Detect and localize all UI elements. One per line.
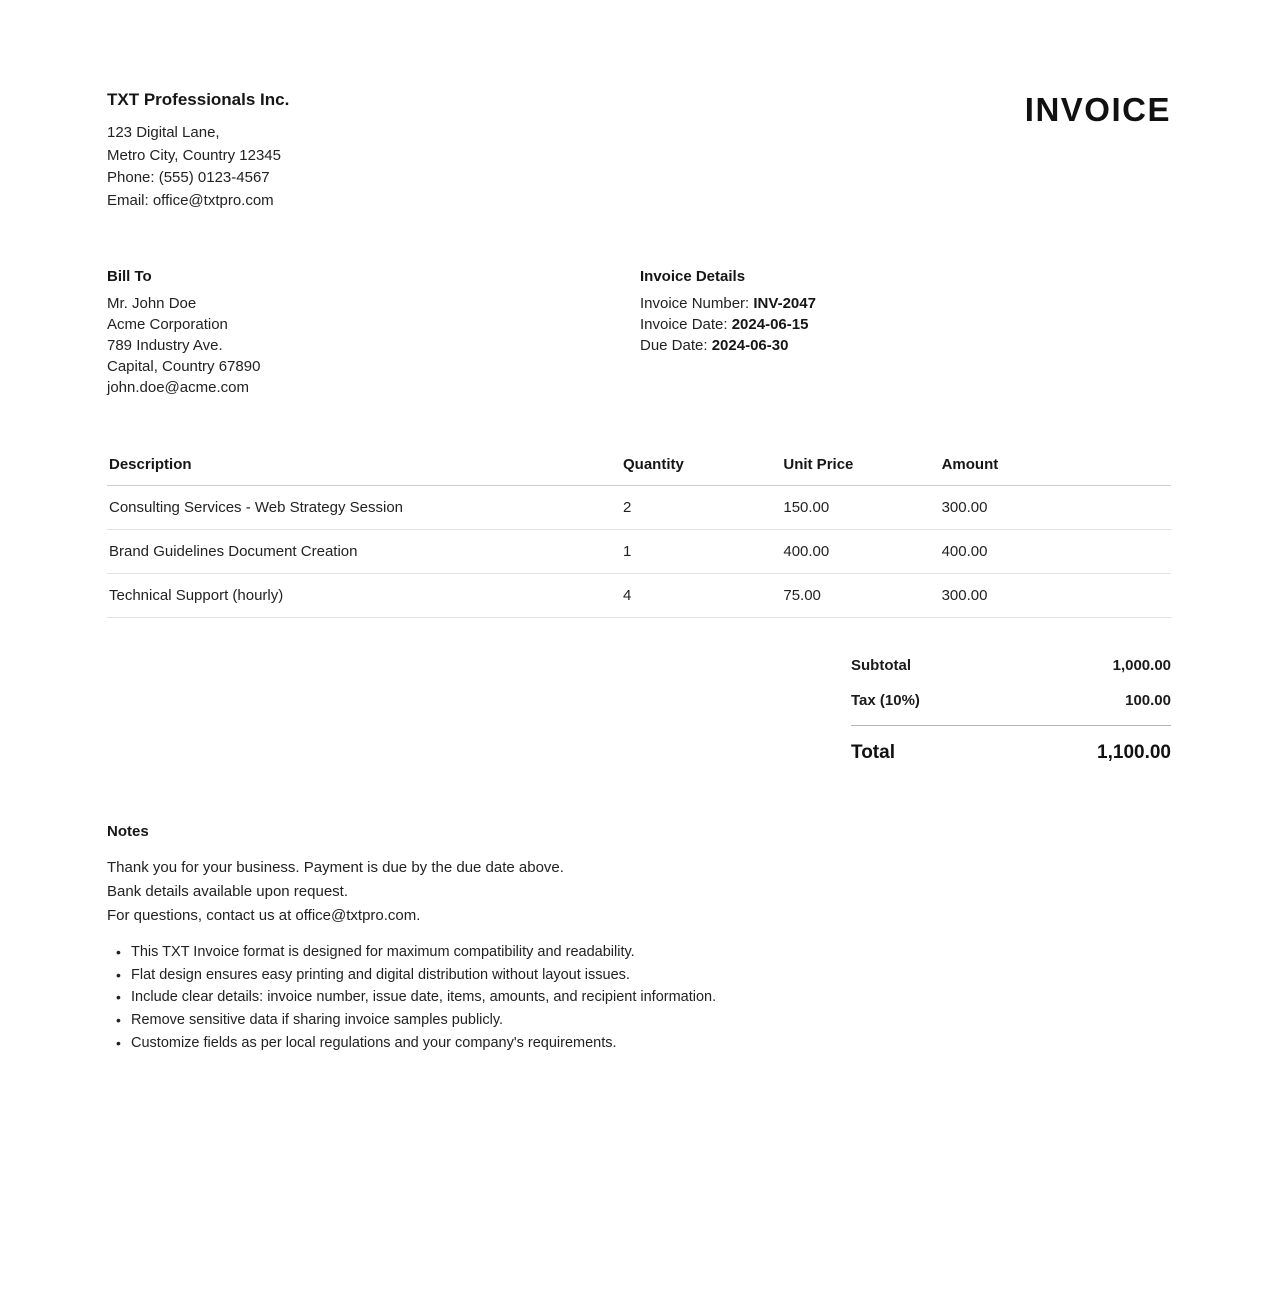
bill-to-block [107,266,640,398]
table-row [107,574,1171,618]
invoice-document [107,0,1171,1055]
table-header-row [107,448,1171,486]
item-quantity: 2 [623,499,632,516]
total-label: Total [851,742,895,763]
item-amount: 300.00 [941,587,988,604]
item-amount: 400.00 [941,543,988,560]
company-block [107,88,289,212]
item-description: Brand Guidelines Document Creation [109,543,358,560]
tax-value: 100.00 [1125,692,1171,709]
bill-to-address-line: 789 Industry Ave. [107,337,223,354]
notes-paragraph: Bank details available upon request. [107,883,348,900]
item-quantity: 1 [623,543,632,560]
subtotal-label: Subtotal [851,657,911,674]
bill-to-company: Acme Corporation [107,316,228,333]
company-phone: Phone: (555) 0123-4567 [107,169,270,186]
invoice-details-heading: Invoice Details [640,268,746,285]
item-description: Consulting Services - Web Strategy Session [109,499,404,516]
table-row [107,486,1171,530]
bill-to-lines [107,293,640,398]
company-email: Email: office@txtpro.com [107,191,274,209]
line-items-table [107,448,1171,618]
column-header-description: Description [109,456,192,473]
invoice-title: INVOICE [1024,91,1171,128]
notes-bullet: • Customize fields as per local regulations and your company's requirements. [107,1032,1171,1055]
notes-bullet: • Include clear details: invoice number, issue date, items, amounts, and recipient information. [107,986,1171,1009]
due-date-value: 2024-06-30 [711,337,789,354]
item-unit-price: 150.00 [783,499,830,516]
notes-bullet: • Remove sensitive data if sharing invoice samples publicly. [107,1009,1171,1032]
company-name: TXT Professionals Inc. [107,90,290,109]
invoice-number-label: Invoice Number: [640,295,754,312]
tax-row [851,683,1171,718]
bill-to-heading: Bill To [107,268,152,285]
invoice-details-lines [640,293,816,356]
notes-paragraphs [107,856,1171,928]
total-value: 1,100.00 [1097,742,1171,763]
item-amount: 300.00 [941,499,988,516]
invoice-date-row [640,314,816,335]
total-row [851,725,1171,773]
bill-to-address-line: Capital, Country 67890 [107,358,261,375]
invoice-details-block [640,266,816,398]
item-quantity: 4 [623,587,632,604]
invoice-date-label: Invoice Date: [640,316,732,333]
column-header-unit-price: Unit Price [783,456,854,473]
item-unit-price: 400.00 [783,543,830,560]
bill-to-name: Mr. John Doe [107,295,197,312]
notes-section [107,821,1171,1055]
notes-paragraph: Thank you for your business. Payment is due by the due date above. [107,859,564,876]
notes-bullet: • Flat design ensures easy printing and digital distribution without layout issues. [107,964,1171,987]
invoice-header [107,88,1171,212]
column-header-quantity: Quantity [623,456,684,473]
table-row [107,530,1171,574]
subtotal-row [851,648,1171,683]
invoice-date-value: 2024-06-15 [731,316,809,333]
notes-bullet-list [107,941,1171,1055]
subtotal-value: 1,000.00 [1112,657,1171,674]
notes-paragraph: For questions, contact us at office@txtpro.com. [107,907,421,924]
notes-heading: Notes [107,823,149,840]
item-description: Technical Support (hourly) [109,587,284,604]
item-unit-price: 75.00 [783,587,821,604]
parties-section [107,266,1171,398]
company-address [107,122,289,212]
company-address-line: Metro City, Country 12345 [107,146,281,164]
notes-bullet: • This TXT Invoice format is designed for maximum compatibility and readability. [107,941,1171,964]
bill-to-email: john.doe@acme.com [107,379,249,396]
due-date-label: Due Date: [640,337,712,354]
column-header-amount: Amount [941,456,999,473]
due-date-row [640,335,816,356]
invoice-number-value: INV-2047 [753,295,816,312]
tax-label: Tax (10%) [851,692,920,709]
totals-block [851,648,1171,773]
company-address-line: 123 Digital Lane, [107,124,220,141]
invoice-number-row [640,293,816,314]
